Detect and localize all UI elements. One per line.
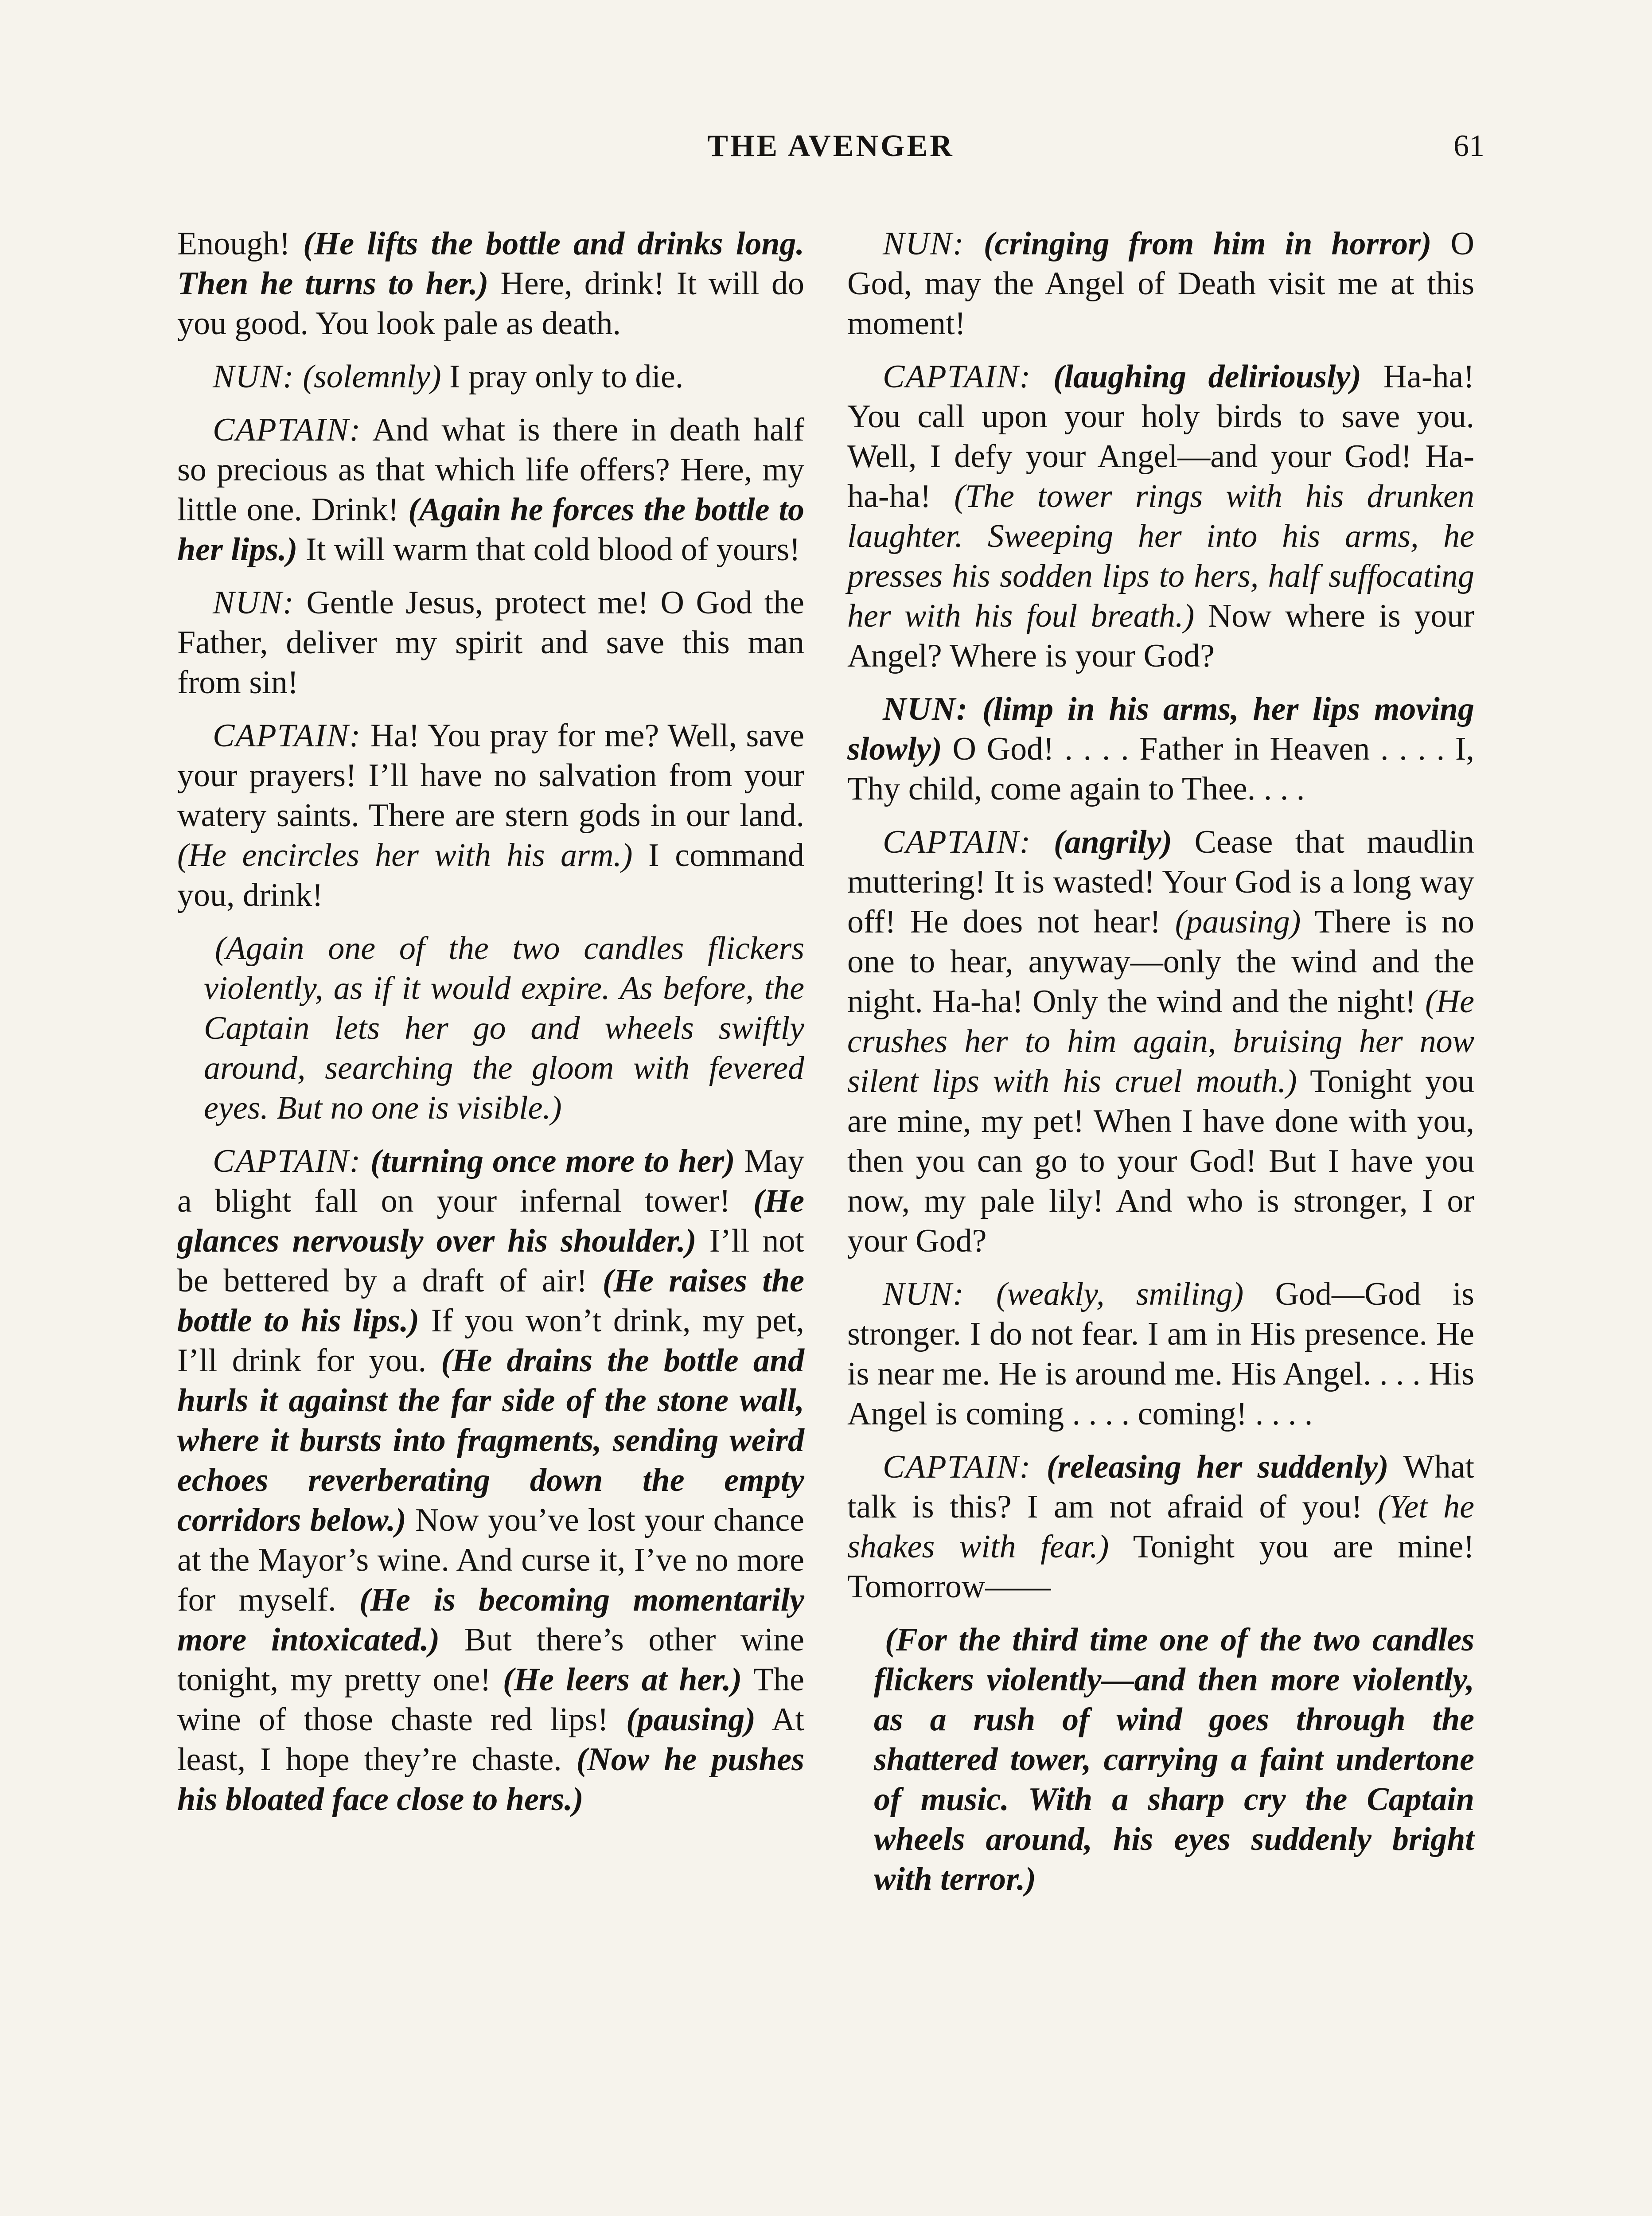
stage-direction: (solemnly) bbox=[294, 359, 441, 395]
dialogue-text: Now you’ve lost your chance at the Mayor’s wine. And curse it, I’ve no more for myself. bbox=[177, 1502, 804, 1618]
left-column bbox=[177, 224, 804, 1833]
stage-direction: (Now he pushes his bloated face close to hers.) bbox=[177, 1741, 804, 1818]
speaker-name: NUN: bbox=[883, 691, 968, 727]
dialogue-text: I pray only to die. bbox=[441, 359, 684, 395]
dialogue-text: Now where is your Angel? Where is your God? bbox=[847, 598, 1474, 674]
dialogue-text: But there’s other wine tonight, my pretty one! bbox=[177, 1622, 804, 1698]
speaker-name: CAPTAIN: bbox=[883, 359, 1032, 395]
paragraph bbox=[847, 689, 1474, 809]
stage-direction: (The tower rings with his drunken laughter. Sweeping her into his arms, he presses his sodden lips to hers, half suffocating her with his foul breath.) bbox=[847, 478, 1474, 634]
dialogue-text: What talk is this? I am not afraid of you! bbox=[847, 1449, 1475, 1525]
speaker-name: CAPTAIN: bbox=[213, 718, 362, 754]
dialogue-text: May a blight fall on your infernal tower! bbox=[177, 1143, 804, 1219]
dialogue-text: At least, I hope they’re chaste. bbox=[177, 1701, 804, 1778]
stage-direction: (He drains the bottle and hurls it against the far side of the stone wall, where it bursts into fragments, sending weird echoes reverberating down the empty corridors below.) bbox=[177, 1342, 804, 1538]
paragraph bbox=[177, 224, 804, 343]
dialogue-text: Cease that maudlin muttering! It is wasted! Your God is a long way off! He does not hear! bbox=[847, 824, 1475, 940]
stage-direction: (He raises the bottle to his lips.) bbox=[177, 1263, 804, 1339]
stage-direction-paragraph: (For the third time one of the two candles flickers violently—and then more violently, as a rush of wind goes through the shattered tower, carrying a faint undertone of music. With a sharp cry the Captain wheels around, his eyes suddenly bright with terror.) bbox=[874, 1622, 1474, 1897]
dialogue-text: Ha-ha! You call upon your holy birds to save you. Well, I defy your Angel—and your God! Ha-ha-ha! bbox=[847, 359, 1474, 515]
dialogue-text: And what is there in death half so precious as that which life offers? Here, my little one. Drink! bbox=[177, 412, 804, 528]
speaker-name: NUN: bbox=[883, 1276, 965, 1312]
stage-direction: (He glances nervously over his shoulder.) bbox=[177, 1183, 804, 1259]
stage-direction: (He is becoming momentarily more intoxicated.) bbox=[177, 1582, 804, 1658]
stage-direction: (weakly, smiling) bbox=[964, 1276, 1244, 1312]
stage-direction: (He encircles her with his arm.) bbox=[177, 837, 633, 874]
dialogue-text: Gentle Jesus, protect me! O God the Father, deliver my spirit and save this man from sin! bbox=[177, 585, 804, 701]
stage-direction: (He lifts the bottle and drinks long. Then he turns to her.) bbox=[177, 226, 804, 302]
dialogue-text: Enough! bbox=[177, 226, 304, 262]
speaker-name: CAPTAIN: bbox=[883, 824, 1032, 860]
dialogue-text: I command you, drink! bbox=[177, 837, 805, 913]
paragraph bbox=[847, 1274, 1474, 1434]
running-title: THE AVENGER bbox=[707, 129, 955, 163]
stage-direction-paragraph: (Again one of the two candles flickers violently, as if it would expire. As before, the Captain lets her go and wheels swiftly around, searching the gloom with fevered eyes. But no one is visible.) bbox=[204, 930, 804, 1126]
stage-direction: (cringing from him in horror) bbox=[964, 226, 1432, 262]
speaker-name: NUN: bbox=[213, 359, 295, 395]
dialogue-text: O God, may the Angel of Death visit me at this moment! bbox=[847, 226, 1474, 342]
stage-direction: (He crushes her to him again, bruising her now silent lips with his cruel mouth.) bbox=[847, 983, 1474, 1100]
paragraph bbox=[177, 410, 804, 570]
paragraph bbox=[847, 224, 1474, 343]
page-number: 61 bbox=[1453, 129, 1484, 163]
speaker-name: CAPTAIN: bbox=[883, 1449, 1032, 1485]
paragraph bbox=[847, 357, 1474, 676]
dialogue-text: The wine of those chaste red lips! bbox=[177, 1662, 804, 1738]
dialogue-text: God—God is stronger. I do not fear. I am in His presence. He is near me. He is around me. His Angel. . . . His Angel is coming . . . . coming! . . . . bbox=[847, 1276, 1474, 1432]
stage-direction: (Again he forces the bottle to her lips.) bbox=[177, 492, 804, 568]
dialogue-text: I’ll not be bettered by a draft of air! bbox=[177, 1223, 804, 1299]
paragraph bbox=[177, 357, 804, 397]
paragraph bbox=[177, 716, 804, 915]
dialogue-text: There is no one to hear, anyway—only the wind and the night. Ha-ha! Only the wind and the night! bbox=[847, 904, 1474, 1020]
paragraph bbox=[177, 583, 804, 702]
page-header bbox=[177, 129, 1484, 177]
dialogue-text: Ha! You pray for me? Well, save your prayers! I’ll have no salvation from your watery saints. There are stern gods in our land. bbox=[177, 718, 804, 834]
stage-direction: (turning once more to her) bbox=[361, 1143, 735, 1179]
stage-direction: (Yet he shakes with fear.) bbox=[847, 1489, 1474, 1565]
stage-direction: (laughing deliriously) bbox=[1031, 359, 1361, 395]
dialogue-text: Here, drink! It will do you good. You look pale as death. bbox=[177, 265, 804, 342]
dialogue-text: Tonight you are mine! Tomorrow—— bbox=[847, 1529, 1475, 1605]
dialogue-text: It will warm that cold blood of yours! bbox=[297, 531, 800, 568]
right-column bbox=[847, 224, 1474, 1912]
speaker-name: CAPTAIN: bbox=[213, 412, 362, 448]
stage-direction: (pausing) bbox=[1175, 904, 1301, 940]
speaker-name: NUN: bbox=[213, 585, 295, 621]
dialogue-text: O God! . . . . Father in Heaven . . . . I, Thy child, come again to Thee. . . . bbox=[847, 731, 1474, 807]
stage-direction: (limp in his arms, her lips moving slowly) bbox=[847, 691, 1474, 767]
paragraph bbox=[847, 822, 1474, 1261]
stage-direction: (He leers at her.) bbox=[503, 1662, 742, 1698]
stage-direction: (angrily) bbox=[1031, 824, 1173, 860]
speaker-name: CAPTAIN: bbox=[213, 1143, 362, 1179]
dialogue-text: Tonight you are mine, my pet! When I have done with you, then you can go to your God! But I have you now, my pale lily! And who is stronger, I or your God? bbox=[847, 1063, 1475, 1259]
speaker-name: NUN: bbox=[883, 226, 965, 262]
dialogue-text: If you won’t drink, my pet, I’ll drink for you. bbox=[177, 1303, 804, 1379]
stage-direction: (releasing her suddenly) bbox=[1031, 1449, 1389, 1485]
paragraph bbox=[847, 1447, 1474, 1607]
paragraph bbox=[177, 1141, 804, 1819]
stage-direction: (pausing) bbox=[626, 1701, 756, 1738]
